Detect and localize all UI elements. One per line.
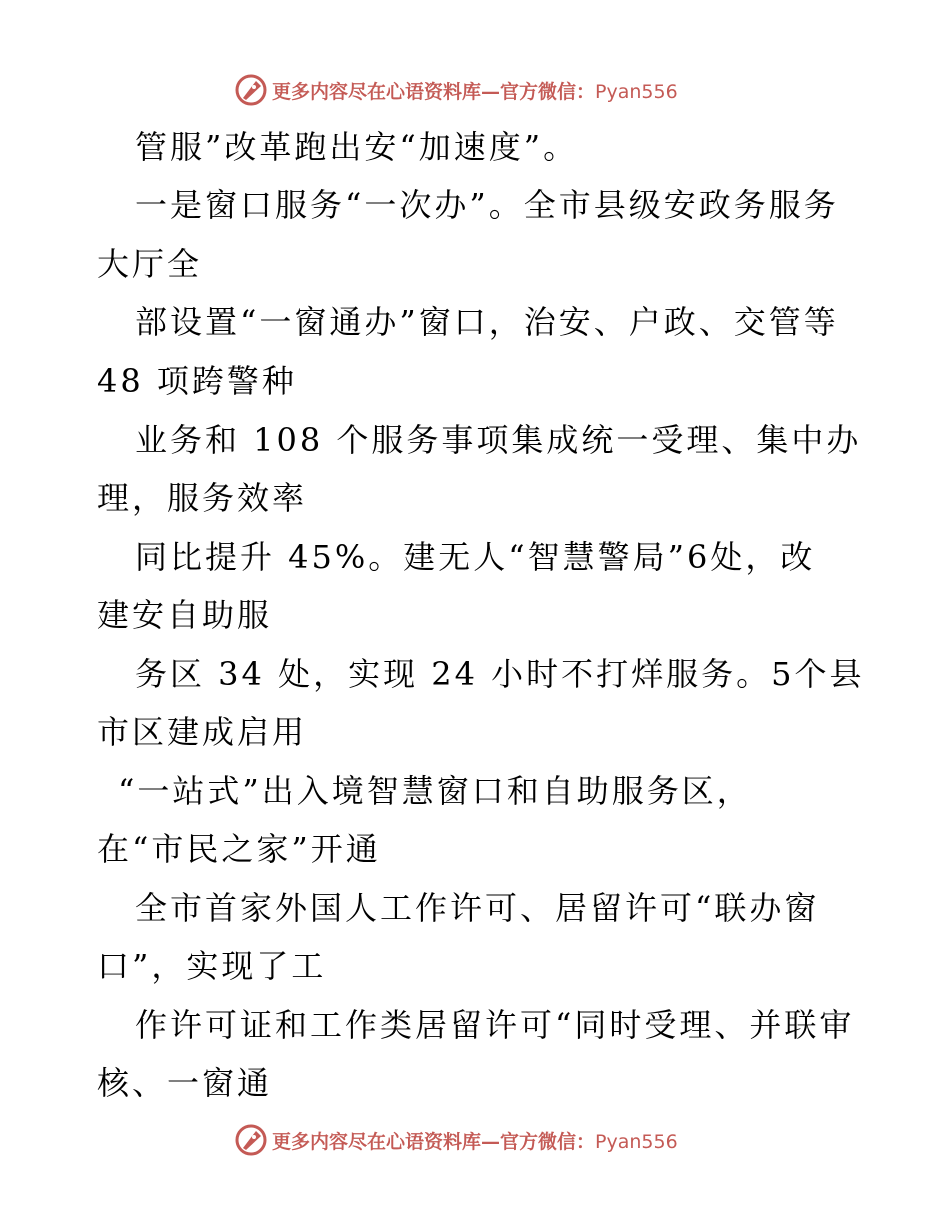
pen-nib-circle-icon [234,73,268,107]
watermark-text: 更多内容尽在心语资料库—官方微信：Pyan556 [272,1130,678,1153]
body-line: 作许可证和工作类居留许可“同时受理、并联审 [135,1006,855,1044]
body-line: 口”，实现了工 [97,947,327,985]
body-line: “一站式”出入境智慧窗口和自助服务区， [118,772,752,810]
body-line: 48 项跨警种 [97,362,297,400]
watermark-text: 更多内容尽在心语资料库—官方微信：Pyan556 [272,80,678,103]
body-line: 管服”改革跑出安“加速度”。 [135,128,579,166]
body-line: 在“市民之家”开通 [97,830,381,868]
body-line: 全市首家外国人工作许可、居留许可“联办窗 [135,889,820,927]
body-line: 同比提升 45%。建无人“智慧警局”6处，改 [135,538,816,576]
body-line: 核、一窗通 [97,1064,273,1102]
body-line: 一是窗口服务“一次办”。全市县级安政务服务 [135,186,839,224]
body-line: 建安自助服 [97,596,273,634]
pen-nib-circle-icon [234,1123,268,1157]
body-line: 业务和 108 个服务事项集成统一受理、集中办 [135,421,862,459]
body-line: 部设置“一窗通办”窗口，治安、户政、交管等 [135,303,839,341]
body-line: 市区建成启用 [97,713,308,751]
footer-watermark [234,1123,678,1157]
header-watermark [234,73,678,107]
body-line: 理，服务效率 [97,479,308,517]
body-line: 大厅全 [97,245,203,283]
body-line: 务区 34 处，实现 24 小时不打烊服务。5个县 [135,655,865,693]
